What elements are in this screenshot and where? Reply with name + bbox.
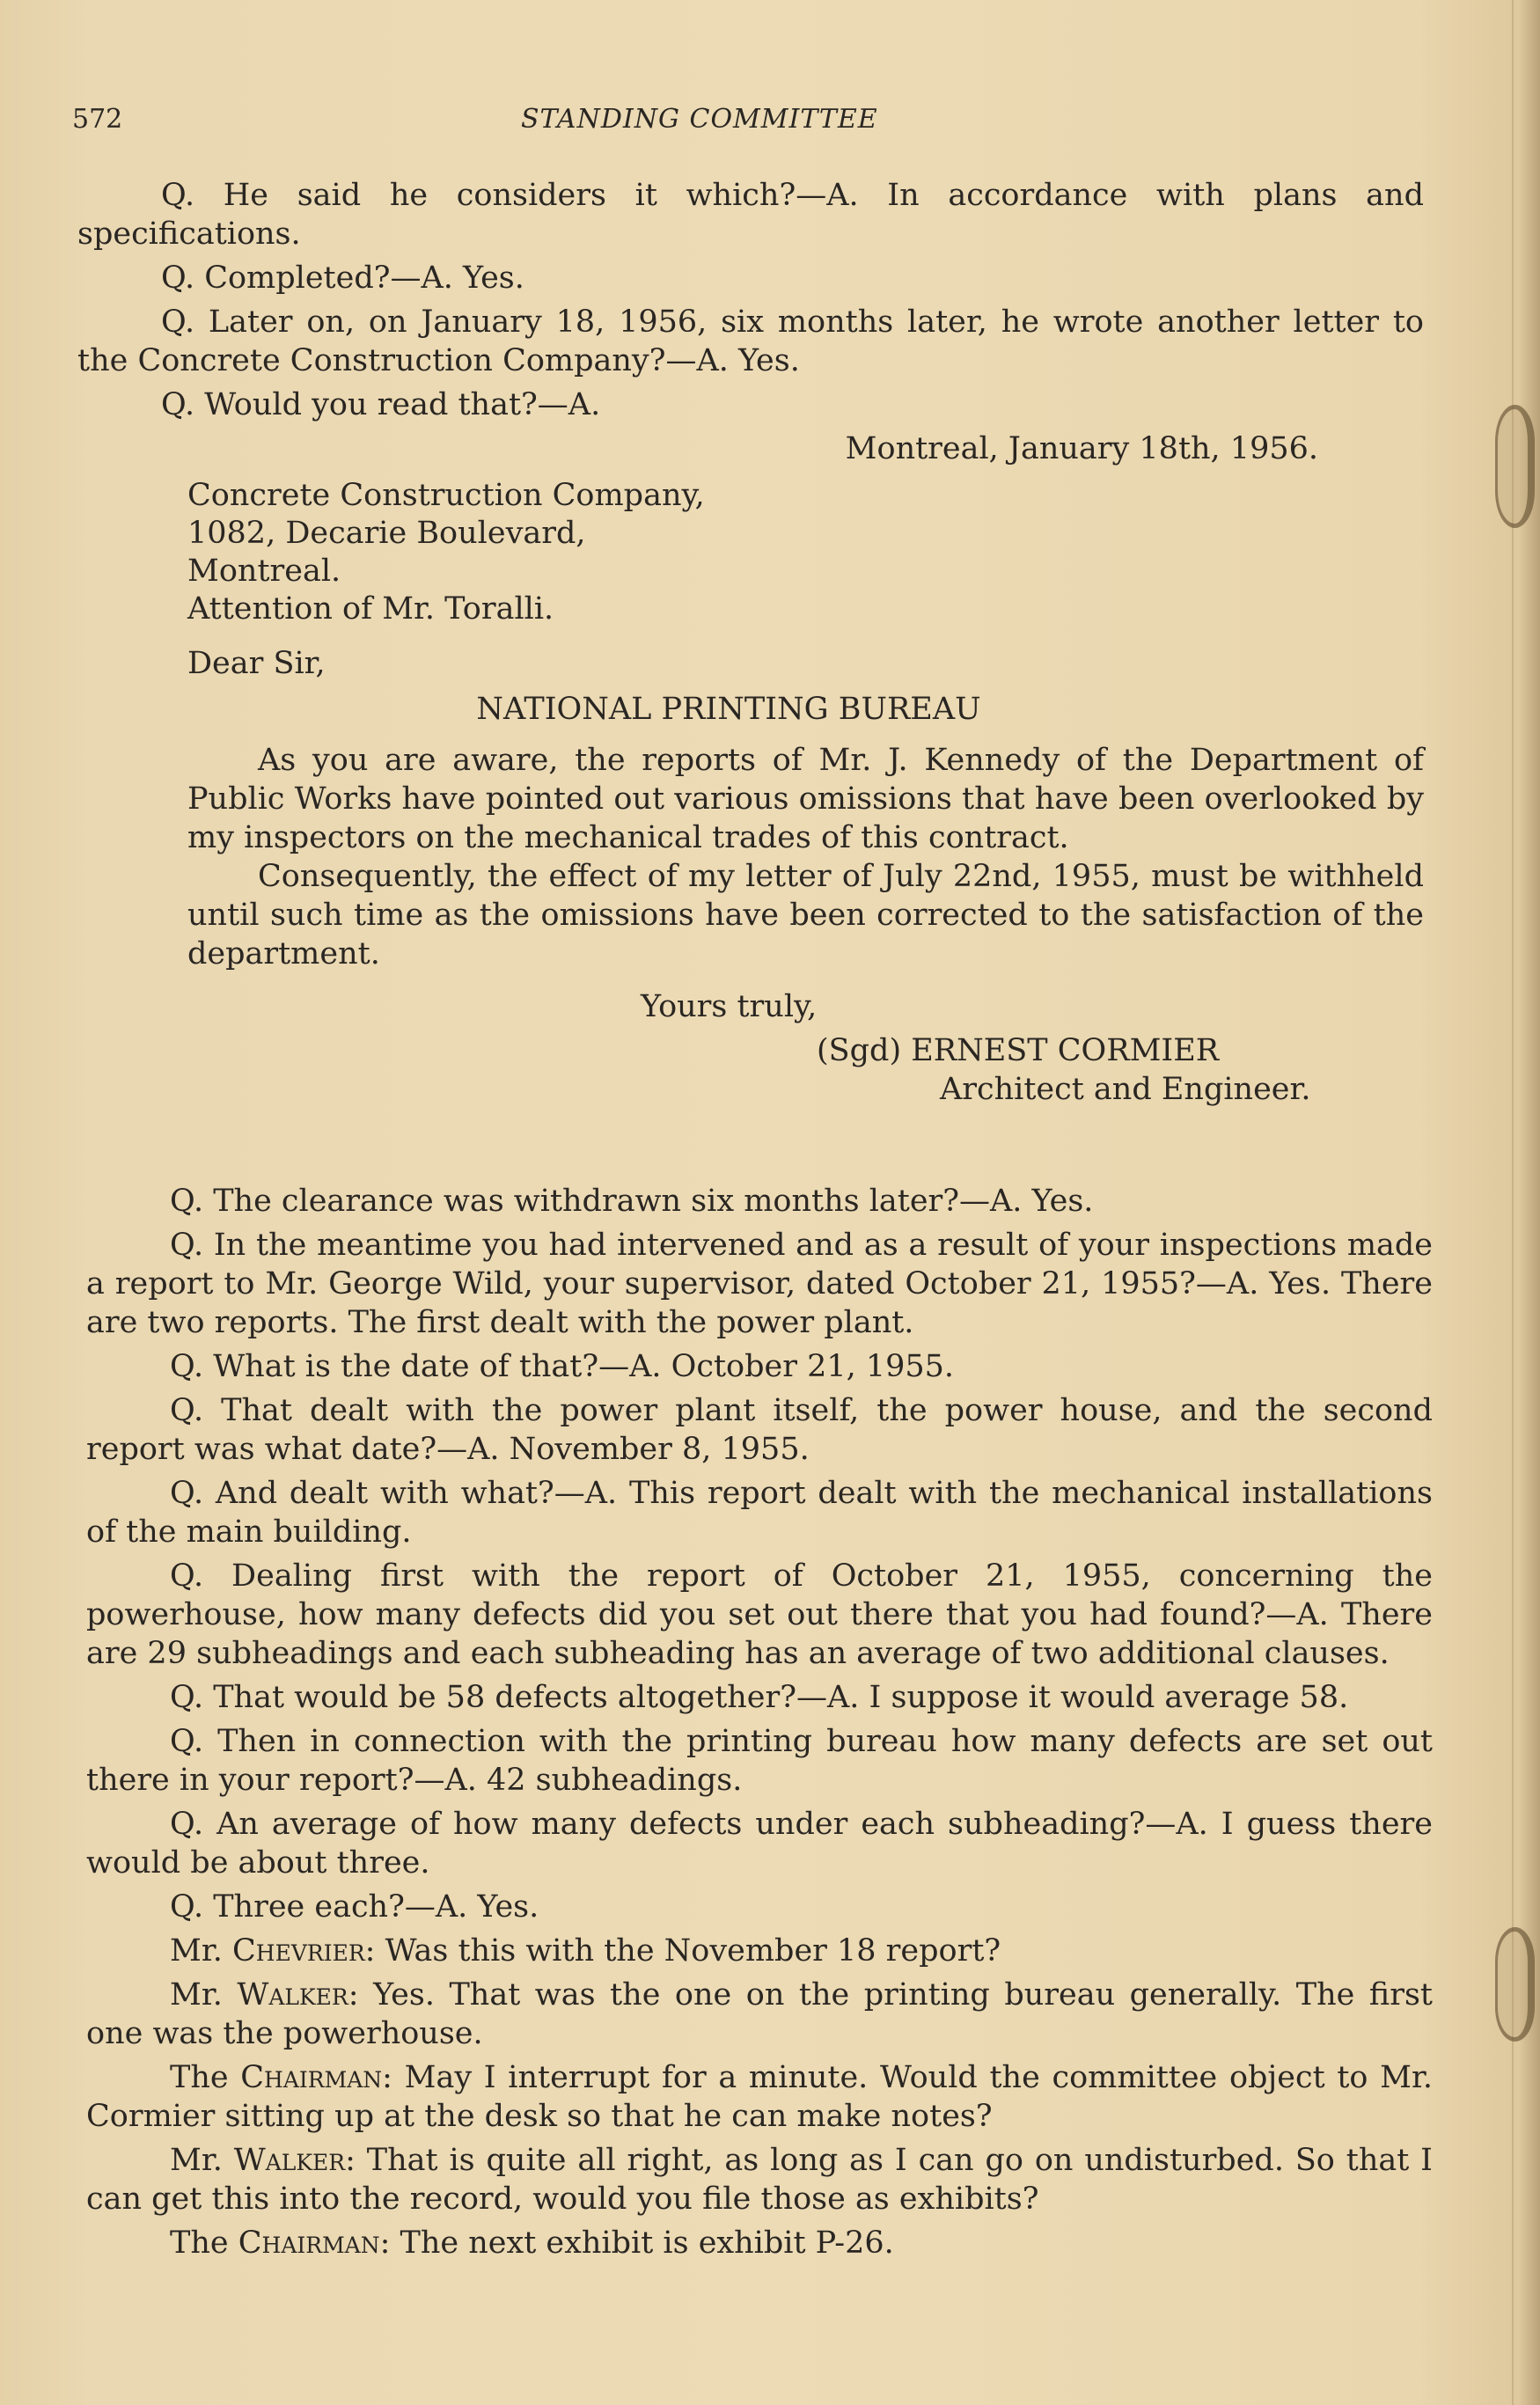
page-number: 572 bbox=[72, 104, 123, 135]
exchange: Q. An average of how many defects under each subheading?—A. I guess there would be about three. bbox=[86, 1807, 1433, 1881]
speaker-prefix: Mr. bbox=[170, 1933, 232, 1969]
binding-mark-top bbox=[1495, 405, 1535, 528]
letter-address bbox=[77, 477, 1424, 628]
exchange: Q. What is the date of that?—A. October 21, 1955. bbox=[170, 1349, 955, 1384]
page-edge-shadow bbox=[1519, 0, 1540, 2405]
speaker-name: Chairman bbox=[238, 2225, 380, 2261]
speaker-prefix: The bbox=[170, 2060, 241, 2095]
exchange: Q. That dealt with the power plant itself, the power house, and the second report was what date?—A. November 8, 1955. bbox=[86, 1393, 1433, 1467]
letter-body bbox=[77, 741, 1424, 973]
dialogue-text: : Yes. That was the one on the printing bureau generally. The first one was the powerhouse. bbox=[86, 1977, 1433, 2051]
address-line: Attention of Mr. Toralli. bbox=[187, 591, 554, 627]
letter-salutation: Dear Sir, bbox=[187, 646, 326, 681]
dialogue-line bbox=[86, 1976, 1433, 2053]
dialogue-text: : The next exhibit is exhibit P-26. bbox=[379, 2225, 894, 2261]
exchange: Q. Then in connection with the printing bureau how many defects are set out there in your report?—A. 42 subheadings. bbox=[86, 1724, 1433, 1798]
dialogue-line bbox=[86, 2141, 1433, 2218]
transcript-section-2 bbox=[86, 1182, 1433, 2268]
exchange: Q. Dealing first with the report of October 21, 1955, concerning the powerhouse, how many defects did you set out there that you had found?—A. There are 29 subheadings and each subheading has an average of two additional clauses. bbox=[86, 1558, 1433, 1671]
page-header bbox=[72, 104, 1426, 139]
exchange: Q. Completed?—A. Yes. bbox=[161, 260, 524, 296]
speaker-name: Walker bbox=[233, 2143, 346, 2178]
speaker-prefix: The bbox=[170, 2225, 238, 2261]
letter-paragraph: As you are aware, the reports of Mr. J. Kennedy of the Department of Public Works have pointed out various omissions that have been overlooked by my inspectors on the mechanical trades of this contract. bbox=[187, 743, 1424, 855]
quoted-letter bbox=[77, 429, 1424, 1109]
dialogue-line bbox=[86, 2058, 1433, 2136]
speaker-prefix: Mr. bbox=[170, 2143, 234, 2178]
transcript-section-1 bbox=[77, 176, 1424, 1125]
address-line: Concrete Construction Company, bbox=[187, 478, 705, 513]
address-line: Montreal. bbox=[187, 554, 341, 589]
exchange: Q. In the meantime you had intervened and as a result of your inspections made a report to Mr. George Wild, your supervisor, dated October 21, 1955?—A. Yes. There are two reports. The first dealt with the power plant. bbox=[86, 1228, 1433, 1340]
dialogue-line bbox=[86, 2224, 1433, 2262]
letter-signature-title: Architect and Engineer. bbox=[940, 1072, 1311, 1107]
exchange: Q. And dealt with what?—A. This report dealt with the mechanical installations of the main building. bbox=[86, 1476, 1433, 1550]
letter-paragraph: Consequently, the effect of my letter of July 22nd, 1955, must be withheld until such time as the omissions have been corrected to the satisfaction of the department. bbox=[187, 859, 1424, 972]
page-gutter-line bbox=[1512, 0, 1514, 2405]
exchange: Q. Later on, on January 18, 1956, six months later, he wrote another letter to the Concrete Construction Company?—A. Yes. bbox=[77, 304, 1424, 378]
binding-mark-bottom bbox=[1495, 1927, 1535, 2042]
letter-closing: Yours truly, bbox=[641, 989, 818, 1024]
exchange: Q. Would you read that?—A. bbox=[161, 387, 601, 422]
letter-subject: NATIONAL PRINTING BUREAU bbox=[476, 692, 981, 727]
exchange: Q. He said he considers it which?—A. In accordance with plans and specifications. bbox=[77, 178, 1424, 252]
dialogue-line bbox=[86, 1932, 1433, 1970]
letter-date: Montreal, January 18th, 1956. bbox=[845, 431, 1318, 466]
dialogue-text: : That is quite all right, as long as I can go on undisturbed. So that I can get this into the record, would you file those as exhibits? bbox=[86, 2143, 1433, 2217]
exchange: Q. The clearance was withdrawn six months later?—A. Yes. bbox=[170, 1184, 1094, 1219]
speaker-name: Chairman bbox=[240, 2060, 383, 2095]
exchange: Q. That would be 58 defects altogether?—A. I suppose it would average 58. bbox=[170, 1680, 1349, 1715]
running-head: STANDING COMMITTEE bbox=[521, 104, 878, 135]
dialogue-text: : May I interrupt for a minute. Would the committee object to Mr. Cormier sitting up at the desk so that he can make notes? bbox=[86, 2060, 1433, 2134]
speaker-name: Chevrier bbox=[231, 1933, 365, 1969]
speaker-name: Walker bbox=[237, 1977, 348, 2013]
speaker-prefix: Mr. bbox=[170, 1977, 238, 2013]
dialogue-text: : Was this with the November 18 report? bbox=[364, 1933, 1001, 1969]
letter-signature: (Sgd) ERNEST CORMIER bbox=[817, 1033, 1220, 1068]
exchange: Q. Three each?—A. Yes. bbox=[170, 1889, 539, 1925]
address-line: 1082, Decarie Boulevard, bbox=[187, 516, 586, 551]
